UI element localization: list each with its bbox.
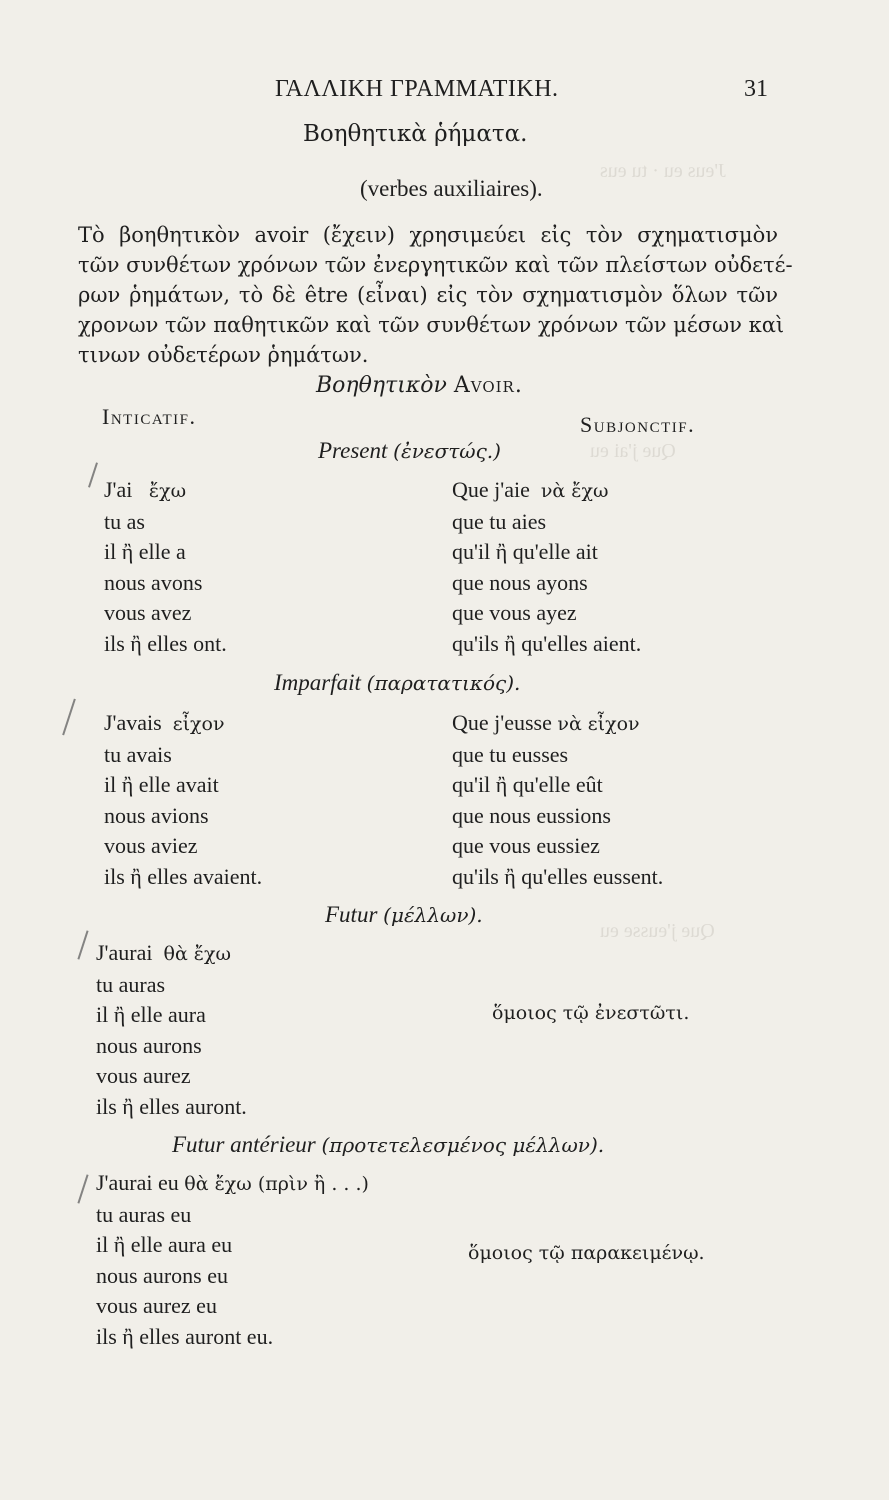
paragraph-line: τῶν συνθέτων χρόνων τῶν ἐνεργητικῶν καὶ τῶν πλείστων οὐδετέ- (78, 253, 793, 277)
futur-anterieur-indicative-list (96, 1168, 369, 1352)
running-head: ΓΑΛΛΙΚΗ ΓΡΑΜΜΑΤΙΚΗ. (275, 76, 559, 102)
conjugation-line: que nous ayons (452, 569, 588, 595)
conjugation-line: Que j'eusse νὰ εἶχον (452, 710, 640, 735)
verb-heading-name: Avoir. (453, 373, 523, 398)
conjugation-line: ils ἢ elles auront eu. (96, 1323, 274, 1349)
conjugation-line: qu'il ἢ qu'elle ait (452, 539, 598, 564)
tense-label: Imparfait (274, 670, 361, 695)
conjugation-line: il ἢ elle avait (104, 772, 219, 797)
futur-anterieur-subjunctive-note: ὅμοιος τῷ παρακειμένῳ. (468, 1242, 705, 1264)
conjugation-line: J'aurai θὰ ἔχω (96, 940, 232, 965)
conjugation-line: vous aurez eu (96, 1293, 217, 1318)
show-through-text: Que j'eusse eu (600, 920, 715, 942)
conjugation-line: qu'ils ἢ qu'elles aient. (452, 630, 642, 656)
imparfait-subjunctive-list (452, 708, 663, 892)
tense-futur-heading (325, 902, 483, 928)
tense-present-heading (318, 438, 501, 464)
paragraph-line: ρων ῥημάτων, τὸ δὲ être (εἶναι) εἰς τὸν σχηματισμὸν ὅλων τῶν (78, 283, 778, 307)
conjugation-line: qu'ils ἢ qu'elles eussent. (452, 863, 664, 889)
conjugation-line: il ἢ elle aura (96, 1002, 206, 1027)
imparfait-indicative-list (104, 708, 262, 892)
conjugation-line: tu as (104, 508, 145, 534)
tense-imparfait-heading (274, 670, 520, 696)
gloss: θὰ ἔχω (163, 943, 232, 965)
show-through-text: Que j'ai eu (590, 440, 676, 462)
conjugation-line: il ἢ elle a (104, 539, 186, 564)
tense-greek: (προτετελεσμένος μέλλων). (321, 1133, 605, 1157)
conjugation-line: que tu aies (452, 508, 547, 534)
margin-mark (77, 930, 88, 959)
tense-greek: (παρατατικός). (366, 671, 521, 695)
tense-label: Futur (325, 902, 378, 927)
margin-mark (77, 1174, 88, 1203)
conjugation-line: tu avais (104, 741, 172, 767)
tense-label: Futur antérieur (172, 1132, 316, 1157)
intro-paragraph (78, 220, 793, 370)
mood-subjunctive: Subjonctif. (580, 412, 696, 437)
gloss: νὰ εἶχον (557, 713, 640, 735)
futur-indicative-list (96, 938, 247, 1122)
tense-greek: (ἐνεστώς.) (393, 439, 501, 463)
conjugation-line: tu auras eu (96, 1201, 192, 1227)
verb-heading (316, 373, 523, 398)
futur-subjunctive-note: ὅμοιος τῷ ἐνεστῶτι. (492, 1002, 690, 1024)
gloss: εἶχον (172, 713, 225, 735)
margin-mark (88, 462, 98, 487)
conjugation-line: vous aurez (96, 1063, 191, 1088)
conjugation-line: ils ἢ elles ont. (104, 630, 227, 656)
conjugation-line: tu auras (96, 971, 166, 997)
paragraph-line: Τὸ βοηθητικὸν avoir (ἔχειν) χρησιμεύει εἰς τὸν σχηματισμὸν (78, 223, 778, 247)
page-number: 31 (744, 76, 768, 102)
gloss: θὰ ἔχω (πρὶν ἢ . . .) (184, 1173, 369, 1195)
conjugation-line: J'avais εἶχον (104, 710, 225, 735)
conjugation-line: il ἢ elle aura eu (96, 1232, 233, 1257)
tense-futur-anterieur-heading (172, 1132, 604, 1158)
conjugation-line: ils ἢ elles avaient. (104, 863, 263, 889)
conjugation-line: nous avons (104, 569, 203, 595)
conjugation-line: Que j'aie νὰ ἔχω (452, 477, 609, 502)
tense-greek: (μέλλων). (383, 903, 483, 927)
show-through-text: J'eus eu · tu eus (600, 160, 726, 182)
conjugation-line: que vous eussiez (452, 833, 600, 858)
conjugation-line: ils ἢ elles auront. (96, 1093, 247, 1119)
gloss: ἔχω (148, 480, 187, 502)
verb-heading-greek: Βοηθητικὸν (316, 373, 447, 398)
conjugation-line: que vous ayez (452, 600, 577, 625)
section-title-french: (verbes auxiliaires). (360, 176, 543, 201)
conjugation-line: que tu eusses (452, 741, 569, 767)
conjugation-line: vous aviez (104, 833, 198, 858)
present-indicative-list (104, 475, 227, 659)
conjugation-line: nous aurons (96, 1032, 202, 1058)
conjugation-line: nous avions (104, 802, 209, 828)
conjugation-line: nous aurons eu (96, 1262, 228, 1288)
conjugation-line: qu'il ἢ qu'elle eût (452, 772, 603, 797)
conjugation-line: que nous eussions (452, 802, 611, 828)
conjugation-line: vous avez (104, 600, 192, 625)
paragraph-line: χρονων τῶν παθητικῶν καὶ τῶν συνθέτων χρόνων τῶν μέσων καὶ (78, 313, 785, 337)
mood-indicative: Inticatif. (102, 404, 197, 429)
gloss: νὰ ἔχω (540, 480, 609, 502)
conjugation-line: J'aurai eu θὰ ἔχω (πρὶν ἢ . . .) (96, 1170, 369, 1195)
paragraph-line: τινων οὐδετέρων ῥημάτων. (78, 343, 369, 367)
tense-label: Present (318, 438, 388, 463)
margin-mark (62, 699, 76, 736)
conjugation-line: J'ai ἔχω (104, 477, 187, 502)
section-title-greek: Βοηθητικὰ ῥήματα. (303, 121, 528, 147)
present-subjunctive-list (452, 475, 641, 659)
